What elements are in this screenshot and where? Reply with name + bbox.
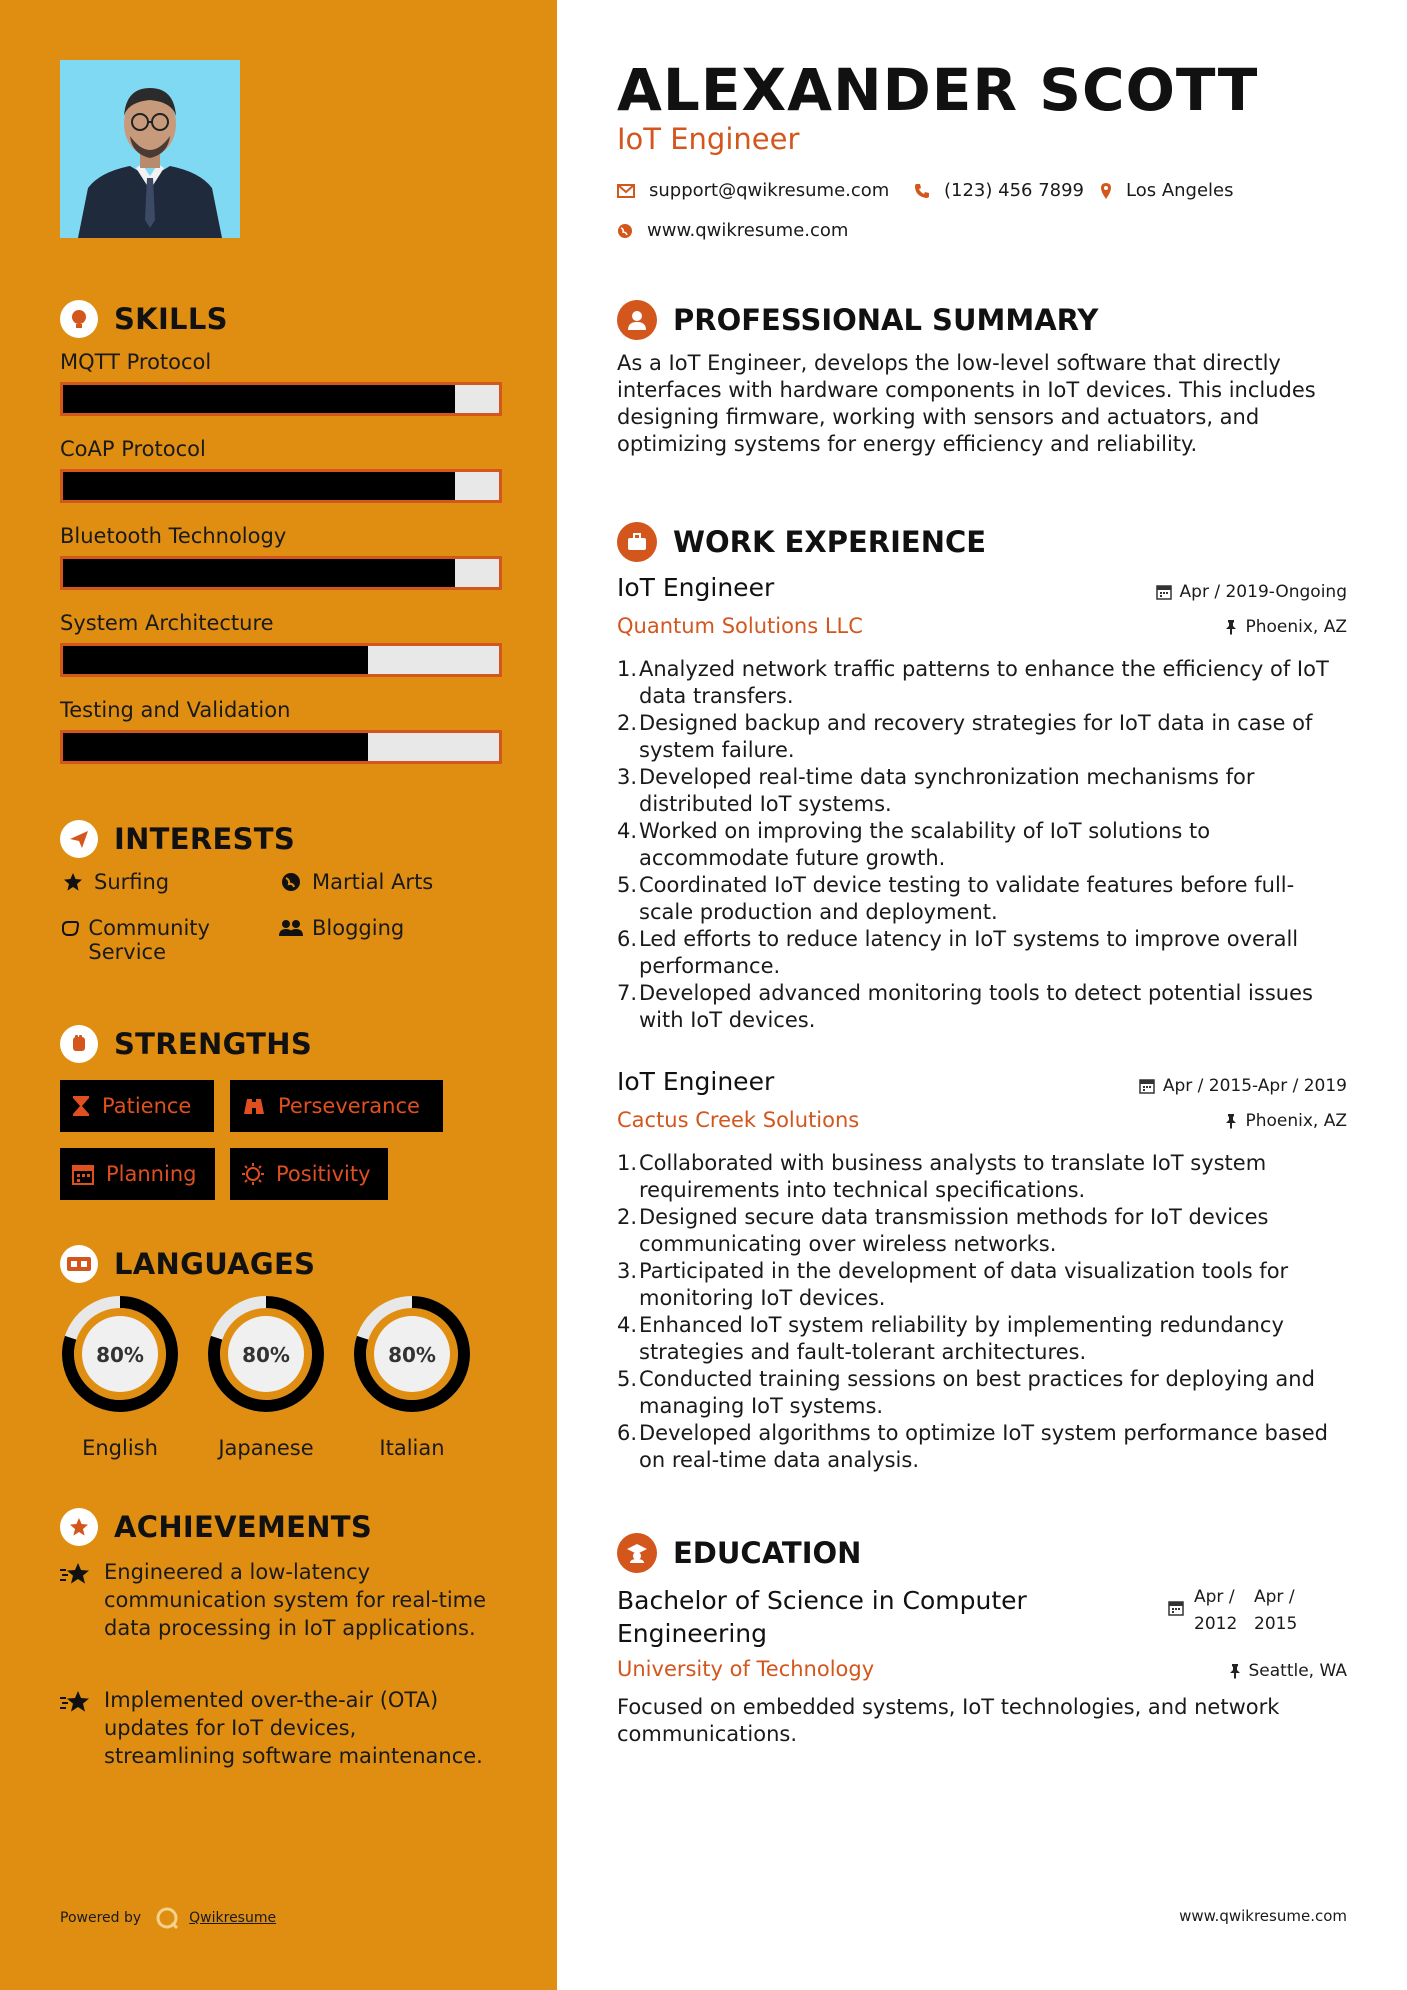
trophy-icon	[60, 1508, 98, 1546]
candidate-name: ALEXANDER SCOTT	[617, 56, 1259, 124]
summary-heading	[617, 300, 1098, 340]
sidebar	[0, 0, 557, 1990]
job-location-text: Phoenix, AZ	[1245, 1111, 1347, 1131]
skill-name: Testing and Validation	[60, 698, 291, 722]
job-location-text: Phoenix, AZ	[1245, 617, 1347, 637]
education-description: Focused on embedded systems, IoT technologies, and network communications.	[617, 1695, 1280, 1746]
summary-text: As a IoT Engineer, develops the low-level software that directly interfaces with hardware components in IoT devices. This includes designing firmware, working with sensors and actuators, and optimizing systems for energy efficiency and reliability.	[617, 351, 1316, 456]
list-number: 1.	[617, 1151, 638, 1175]
skill-name: MQTT Protocol	[60, 350, 212, 374]
job-title: IoT Engineer	[617, 1067, 775, 1096]
star-burst-icon	[60, 1558, 92, 1593]
education-end-year: 2015	[1254, 1614, 1298, 1634]
list-text: Enhanced IoT system reliability by implementing redundancy strategies and fault-tolerant architectures.	[639, 1313, 1284, 1364]
website-text: www.qwikresume.com	[647, 220, 849, 241]
list-number: 4.	[617, 1313, 638, 1337]
pin-icon	[1229, 1663, 1241, 1679]
skill-level-fill	[63, 646, 368, 674]
skill-name: CoAP Protocol	[60, 437, 206, 461]
list-text: Led efforts to reduce latency in IoT systems to improve overall performance.	[639, 927, 1299, 978]
list-text: Participated in the development of data visualization tools for monitoring IoT devices.	[639, 1259, 1289, 1310]
list-number: 6.	[617, 1421, 638, 1445]
list-text: Developed real-time data synchronization mechanisms for distributed IoT systems.	[639, 765, 1255, 816]
education-school: University of Technology	[617, 1657, 875, 1681]
list-number: 1.	[617, 657, 638, 681]
contact-email[interactable]	[617, 180, 889, 201]
strength-label: Positivity	[276, 1162, 371, 1186]
list-number: 5.	[617, 1367, 638, 1391]
list-item	[617, 1204, 1347, 1258]
binoculars-icon	[242, 1096, 266, 1116]
contact-phone[interactable]	[914, 180, 1084, 201]
education-location-text: Seattle, WA	[1248, 1661, 1347, 1681]
skill-name: System Architecture	[60, 611, 274, 635]
interest-item	[278, 870, 433, 894]
footer-website[interactable]: www.qwikresume.com	[1179, 1907, 1347, 1925]
list-number: 4.	[617, 819, 638, 843]
list-item	[617, 1258, 1347, 1312]
envelope-icon	[617, 184, 635, 198]
list-item	[617, 818, 1347, 872]
list-number: 7.	[617, 981, 638, 1005]
list-text: Developed algorithms to optimize IoT system performance based on real-time data analysis.	[639, 1421, 1328, 1472]
job-location	[1225, 1111, 1347, 1131]
location-text: Los Angeles	[1126, 180, 1234, 201]
strength-label: Patience	[102, 1094, 192, 1118]
hourglass-icon	[72, 1095, 90, 1117]
language-name: Japanese	[218, 1436, 314, 1460]
list-item	[617, 872, 1347, 926]
pin-icon	[1225, 619, 1237, 635]
qwikresume-link[interactable]: Qwikresume	[189, 1910, 277, 1926]
list-number: 6.	[617, 927, 638, 951]
list-text: Developed advanced monitoring tools to detect potential issues with IoT devices.	[639, 981, 1313, 1032]
language-item	[350, 1292, 474, 1460]
interest-item	[278, 916, 404, 940]
education-start-month: Apr /	[1194, 1587, 1235, 1607]
job-location	[1225, 617, 1347, 637]
list-text: Analyzed network traffic patterns to enhance the efficiency of IoT data transfers.	[639, 657, 1329, 708]
skill-item	[60, 524, 502, 590]
calendar-icon	[1139, 1078, 1155, 1094]
language-item	[204, 1292, 328, 1460]
contact-location	[1100, 180, 1234, 201]
interest-item	[60, 916, 250, 964]
strength-label: Perseverance	[278, 1094, 420, 1118]
skill-level-fill	[63, 385, 455, 413]
list-item	[617, 926, 1347, 980]
languages-heading	[60, 1245, 315, 1283]
list-number: 5.	[617, 873, 638, 897]
achievements-heading	[60, 1508, 372, 1546]
skill-item	[60, 611, 502, 677]
interest-label: Surfing	[94, 870, 170, 894]
phone-icon	[914, 183, 930, 199]
hand-icon	[60, 916, 80, 938]
skill-level-bar	[60, 643, 502, 677]
job-responsibilities	[617, 656, 1347, 1034]
skill-level-bar	[60, 382, 502, 416]
experience-title: WORK EXPERIENCE	[673, 525, 987, 559]
users-icon	[278, 916, 304, 938]
star-burst-icon	[60, 1686, 92, 1721]
email-text: support@qwikresume.com	[649, 180, 890, 201]
strengths-heading	[60, 1025, 312, 1063]
list-number: 2.	[617, 711, 638, 735]
experience-heading	[617, 522, 986, 562]
sun-icon	[242, 1163, 264, 1185]
education-heading	[617, 1533, 861, 1573]
language-percent: 80%	[96, 1343, 144, 1367]
star-icon	[60, 870, 86, 892]
strength-badge	[230, 1148, 388, 1200]
list-item	[617, 764, 1347, 818]
interest-label: Blogging	[312, 916, 405, 940]
languages-title: LANGUAGES	[114, 1247, 316, 1281]
qwikresume-logo	[155, 1906, 179, 1930]
education-title: EDUCATION	[673, 1536, 862, 1570]
interest-item	[60, 870, 169, 894]
calendar-icon	[1168, 1584, 1184, 1638]
skill-level-bar	[60, 469, 502, 503]
globe-icon	[617, 223, 633, 239]
skill-level-fill	[63, 559, 455, 587]
language-name: English	[82, 1436, 158, 1460]
skill-level-bar	[60, 556, 502, 590]
phone-text: (123) 456 7899	[944, 180, 1085, 201]
translate-icon	[60, 1245, 98, 1283]
job-dates-text: Apr / 2019-Ongoing	[1179, 582, 1347, 602]
language-percent: 80%	[242, 1343, 290, 1367]
strength-badge	[60, 1148, 215, 1200]
contact-website[interactable]	[617, 220, 848, 241]
list-text: Coordinated IoT device testing to validate features before full-scale production and deployment.	[639, 873, 1295, 924]
list-text: Designed secure data transmission methods for IoT devices communicating over wireless networks.	[639, 1205, 1269, 1256]
list-number: 2.	[617, 1205, 638, 1229]
interest-label: Community Service	[88, 916, 210, 964]
list-text: Conducted training sessions on best practices for deploying and managing IoT systems.	[639, 1367, 1315, 1418]
skills-heading	[60, 300, 228, 338]
achievement-item	[60, 1686, 490, 1770]
language-percent: 80%	[388, 1343, 436, 1367]
summary-title: PROFESSIONAL SUMMARY	[673, 303, 1099, 337]
job-dates	[1139, 1076, 1347, 1096]
list-text: Collaborated with business analysts to translate IoT system requirements into technical specifications.	[639, 1151, 1267, 1202]
list-item	[617, 1420, 1347, 1474]
list-item	[617, 710, 1347, 764]
list-item	[617, 1150, 1347, 1204]
skill-item	[60, 350, 502, 416]
list-number: 3.	[617, 765, 638, 789]
language-name: Italian	[379, 1436, 445, 1460]
job-company: Quantum Solutions LLC	[617, 614, 863, 638]
skills-title: SKILLS	[114, 302, 228, 336]
strength-badge	[230, 1080, 443, 1132]
skill-name: Bluetooth Technology	[60, 524, 287, 548]
profile-photo	[60, 60, 240, 238]
strength-label: Planning	[106, 1162, 197, 1186]
briefcase-icon	[617, 522, 657, 562]
list-text: Designed backup and recovery strategies for IoT data in case of system failure.	[639, 711, 1313, 762]
education-dates	[1168, 1584, 1314, 1638]
skill-item	[60, 437, 502, 503]
graduate-icon	[617, 1533, 657, 1573]
skill-level-bar	[60, 730, 502, 764]
language-item	[58, 1292, 182, 1460]
list-text: Worked on improving the scalability of IoT solutions to accommodate future growth.	[639, 819, 1211, 870]
education-end-month: Apr /	[1254, 1587, 1295, 1607]
skill-level-fill	[63, 733, 368, 761]
calendar-icon	[1156, 584, 1172, 600]
lightbulb-icon	[60, 300, 98, 338]
candidate-role: IoT Engineer	[617, 122, 800, 156]
language-level-ring	[350, 1292, 474, 1416]
list-item	[617, 1366, 1347, 1420]
interest-label: Martial Arts	[312, 870, 434, 894]
interests-title: INTERESTS	[114, 822, 296, 856]
powered-by	[60, 1906, 276, 1930]
user-icon	[617, 300, 657, 340]
map-pin-icon	[1100, 182, 1112, 200]
language-level-ring	[58, 1292, 182, 1416]
job-dates	[1156, 582, 1347, 602]
list-item	[617, 1312, 1347, 1366]
language-level-ring	[204, 1292, 328, 1416]
education-location	[1229, 1661, 1348, 1681]
achievement-text: Implemented over-the-air (OTA) updates for IoT devices, streamlining software maintenance.	[104, 1688, 483, 1768]
list-item	[617, 980, 1347, 1034]
skill-item	[60, 698, 502, 764]
skill-level-fill	[63, 472, 455, 500]
job-responsibilities	[617, 1150, 1347, 1474]
calendar-icon	[72, 1163, 94, 1185]
interests-heading	[60, 820, 295, 858]
powered-by-label: Powered by	[60, 1910, 142, 1926]
strengths-title: STRENGTHS	[114, 1027, 313, 1061]
education-start-year: 2012	[1194, 1614, 1238, 1634]
achievement-text: Engineered a low-latency communication system for real-time data processing in IoT applications.	[104, 1560, 487, 1640]
job-dates-text: Apr / 2015-Apr / 2019	[1162, 1076, 1347, 1096]
paper-plane-icon	[60, 820, 98, 858]
achievement-item	[60, 1558, 490, 1642]
list-number: 3.	[617, 1259, 638, 1283]
globe-icon	[278, 870, 304, 892]
education-degree: Bachelor of Science in Computer Engineering	[617, 1586, 1027, 1648]
pin-icon	[1225, 1113, 1237, 1129]
list-item	[617, 656, 1347, 710]
job-title: IoT Engineer	[617, 573, 775, 602]
job-company: Cactus Creek Solutions	[617, 1108, 860, 1132]
strength-badge	[60, 1080, 214, 1132]
fist-icon	[60, 1025, 98, 1063]
achievements-title: ACHIEVEMENTS	[114, 1510, 373, 1544]
